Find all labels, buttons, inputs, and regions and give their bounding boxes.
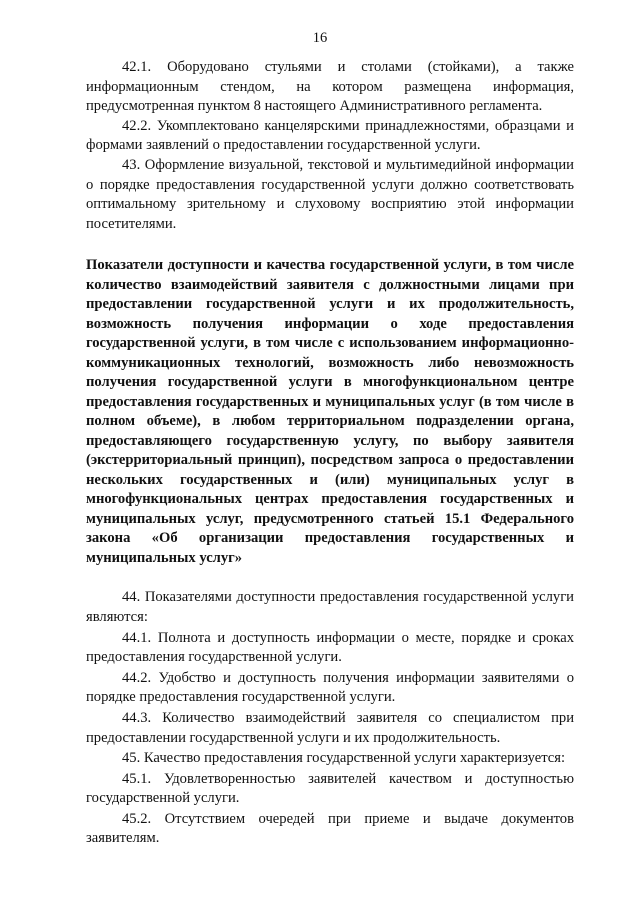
spacer <box>86 234 574 256</box>
paragraph-42-2: 42.2. Укомплектовано канцелярскими принадлежностями, образцами и формами заявлений о предоставлении государственной услуги. <box>86 117 574 154</box>
paragraph-45-1: 45.1. Удовлетворенностью заявителей качеством и доступностью государственной услуги. <box>86 770 574 807</box>
paragraph-42-1: 42.1. Оборудовано стульями и столами (стойками), а также информационным стендом, на котором размещена информация, предусмотренная пунктом 8 настоящего Административного регламента. <box>86 59 574 115</box>
paragraph-43: 43. Оформление визуальной, текстовой и мультимедийной информации о порядке предоставления государственной услуги должно соответствовать оптимальному зрительному и слуховому восприятию этой информации посетителями. <box>86 156 574 232</box>
paragraph-44: 44. Показателями доступности предоставления государственной услуги являются: <box>86 589 574 625</box>
section-heading: Показатели доступности и качества государственной услуги, в том числе количество взаимодействий заявителя с должностными лицами при предоставлении государственной услуги и их продолжительность, возможность получения информации о ходе предоставления государственной услуги, в том числе с использованием информационно-коммуникационных технологий, возможность либо невозможность получения государственной услуги в многофункциональном центре предоставления государственных и муниципальных услуг (в том числе в полном объеме), в любом территориальном подразделении органа, предоставляющего государственную услугу, по выбору заявителя (экстерриториальный принцип), посредством запроса о предоставлении нескольких государственных и (или) муниципальных услуг в многофункциональных центрах предоставления государственных и муниципальных услуг, предусмотренного статьей 15.1 Федерального закона «Об организации предоставления государственных и муниципальных услуг» <box>86 257 574 566</box>
paragraph-44-1: 44.1. Полнота и доступность информации о месте, порядке и сроках предоставления государственной услуги. <box>86 629 574 666</box>
paragraph-45-2: 45.2. Отсутствием очередей при приеме и выдаче документов заявителям. <box>86 810 574 847</box>
paragraph-44-2: 44.2. Удобство и доступность получения информации заявителями о порядке предоставления государственной услуги. <box>86 669 574 706</box>
paragraph-44-3: 44.3. Количество взаимодействий заявителя со специалистом при предоставлении государственной услуги и их продолжительность. <box>86 709 574 746</box>
spacer <box>86 568 574 588</box>
document-body <box>86 58 574 849</box>
paragraph-45: 45. Качество предоставления государственной услуги характеризуется: <box>122 750 566 767</box>
page-number: 16 <box>312 30 328 46</box>
